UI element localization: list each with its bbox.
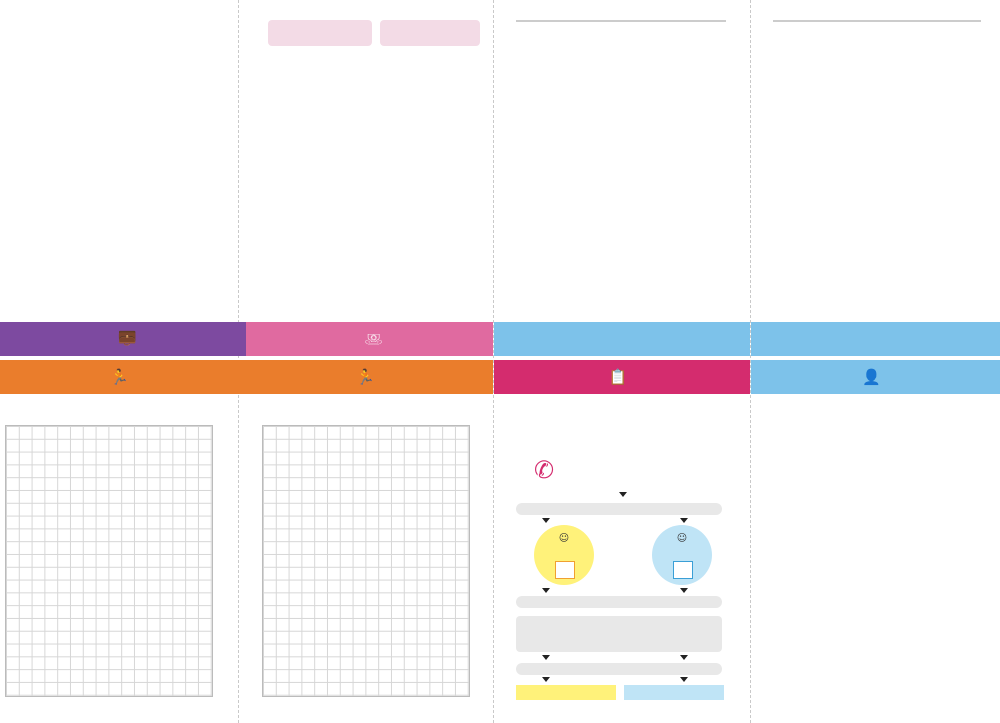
phone-call-icon: ✆ [534,456,555,484]
emergency-list [246,52,493,310]
wallet-icon: 💼 [118,330,137,348]
runner-icon: 🏃 [110,368,129,386]
record-circle [534,525,594,585]
smile-icon: ☺ [676,533,688,544]
fire-number-badge [268,20,372,46]
arrow-down-icon [680,518,688,523]
guidance-bar [516,663,722,675]
arrow-down-icon [542,588,550,593]
phone-icon: ☏ [364,330,383,348]
record-key [555,561,575,579]
sky-band [494,322,750,356]
record-button[interactable] [516,685,616,700]
guidance-bar [516,503,722,515]
panel-171 [494,0,750,723]
arrow-down-icon [542,518,550,523]
valuables-list [0,4,247,310]
victim-box [516,616,722,652]
arrow-down-icon [680,588,688,593]
play-circle [652,525,712,585]
route-map-grid[interactable] [5,425,213,697]
police-number-badge [380,20,480,46]
smile-icon: ☺ [558,533,570,544]
arrow-down-icon [680,655,688,660]
valuables-header [0,322,247,356]
arrow-down-icon [542,677,550,682]
emergency-header [246,322,493,356]
divider [516,20,726,22]
sky-band [751,322,1000,356]
emergency-numbers [260,18,480,46]
arrow-down-icon [542,655,550,660]
route-header [0,360,247,394]
route-header-2 [246,360,493,394]
panel-valuables [0,0,247,723]
guidance-bar [516,596,722,608]
dial171-header [494,360,750,394]
arrow-down-icon [619,492,627,497]
route-map-grid-2[interactable] [262,425,470,697]
family-header [751,360,1000,394]
play-key [673,561,693,579]
panel-emergency [246,0,493,723]
divider [773,20,981,22]
play-button[interactable] [624,685,724,700]
panel-family [751,0,1000,723]
runner-icon: 🏃 [356,368,375,386]
person-icon: 👤 [862,368,881,386]
arrow-down-icon [680,677,688,682]
note-icon: 📋 [608,368,628,386]
